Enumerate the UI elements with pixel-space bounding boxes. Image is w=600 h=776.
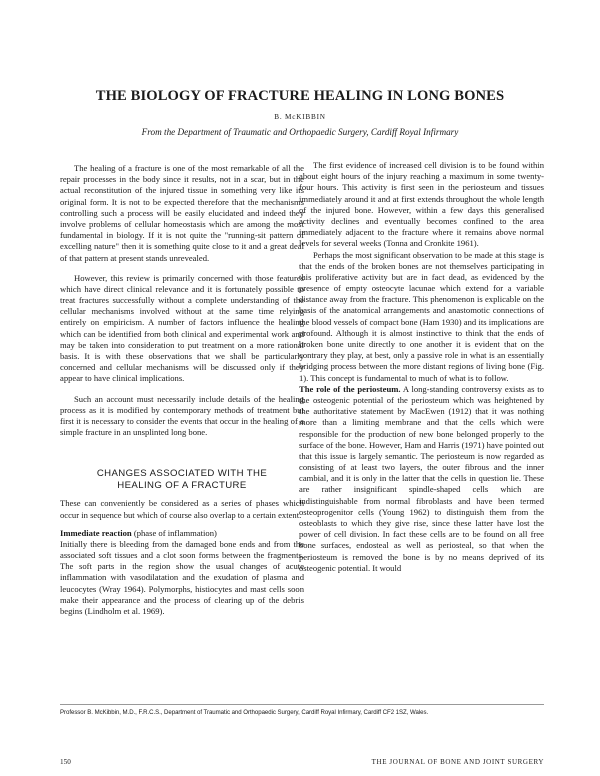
intro-paragraph-2: However, this review is primarily concerned with those features which have direct clinical relevance and it is fortunately possible to treat fractures successfully without a complete understanding of the cellular mechanisms involved without at the same time relying entirely on empiricism. A number of factors influence the healing which can be identified from both clinical and experimental work and may be taken into consideration to put treatment on a more rational basis. It is with these observations that we shall be particularly concerned and cellular mechanisms will be discussed only if they appear to have clinical implications. [60, 272, 304, 384]
right-paragraph-3 [299, 384, 544, 574]
author-footnote: Professor B. McKibbin, M.D., F.R.C.S., Department of Traumatic and Orthopaedic Surgery, Cardiff Royal Infirmary, Cardiff CF2 1SZ, Wales. [60, 709, 429, 716]
right-paragraph-2: Perhaps the most significant observation to be made at this stage is that the ends of the broken bones are not themselves participating in this proliferative activity but are in fact dead, as evidenced by the presence of empty osteocyte lacunae which extend for a variable distance away from the fracture. This phenomenon is explicable on the basis of the anatomical arrangements and anastomotic connections of the blood vessels of compact bone (Ham 1930) and its implications are profound. Although it is almost instinctive to think that the ends of broken bone unite directly to one another it is evident that on the contrary they play, at best, only a passive role in what is an essentially bridging process between the more distant regions of living bone (Fig. 1). This concept is fundamental to much of what is to follow. [299, 249, 544, 383]
section-heading [60, 468, 304, 492]
article-author: B. McKIBBIN [274, 113, 326, 121]
article-affiliation: From the Department of Traumatic and Orthopaedic Surgery, Cardiff Royal Infirmary [141, 127, 459, 137]
article-title: THE BIOLOGY OF FRACTURE HEALING IN LONG BONES [95, 88, 505, 104]
section-paragraph-1: These can conveniently be considered as a series of phases which occur in sequence but which of course also overlap to a certain extent. [60, 498, 304, 520]
subsection-heading-note: (phase of inflammation) [133, 527, 217, 538]
journal-running-footer: THE JOURNAL OF BONE AND JOINT SURGERY [371, 758, 544, 766]
right-column [299, 160, 544, 574]
intro-paragraph-3: Such an account must necessarily include details of the healing process as it is modified by contemporary methods of treatment but first it is necessary to consider the events that occur in the healing of a simple fracture in an unsplinted long bone. [60, 393, 304, 438]
page-number: 150 [60, 758, 71, 766]
section-heading-line-2: HEALING OF A FRACTURE [117, 480, 247, 492]
subsection-heading [60, 528, 304, 539]
subsection-heading-text: Immediate reaction [60, 527, 132, 538]
periosteum-run-in-heading: The role of the periosteum. [299, 383, 401, 394]
left-column [60, 163, 304, 617]
right-paragraph-1: The first evidence of increased cell division is to be found within about eight hours of the injury reaching a maximum in some twenty-four hours. This activity is first seen in the periosteum and tissues immediately around it and at first extends throughout the whole length of the injured bone. However, within a few days this generalised activity declines and eventually becomes confined to the area immediately adjacent to the fracture where it remains above normal levels for several weeks (Tonna and Cronkite 1961). [299, 160, 544, 249]
section-heading-line-1: CHANGES ASSOCIATED WITH THE [96, 468, 268, 480]
periosteum-paragraph-body: A long-standing controversy exists as to the osteogenic potential of the periosteum which was heightened by the authoritative statement by MacEwen (1912) that it was nothing more than a limiting membrane and that the cells which were responsible for the production of new bone belonged properly to the surface of the bone. However, Ham and Harris (1971) have pointed out that this issue is largely semantic. The periosteum is now regarded as consisting of at least two layers, the outer fibrous and the inner cambial, and it is only in the latter that the cells in question lie. These are rather insignificant spindle-shaped cells which are indistinguishable from normal fibroblasts and have been termed osteoprogenitor cells (Young 1962) to distinguish them from the osteoblasts to which they give rise, since these latter have lost the power of cell division. In fact these cells are to be found on all free bone surfaces, endosteal as well as periosteal, so that when the periosteum is removed the bone is by no means deprived of its osteogenic potential. It would [299, 383, 544, 573]
subsection-paragraph-1: Initially there is bleeding from the damaged bone ends and from the associated soft tissues and a clot soon forms between the fragments. The soft parts in the region show the usual changes of acute inflammation with vasodilatation and the exudation of plasma and leucocytes (Wray 1964). Polymorphs, histiocytes and mast cells soon make their appearance and the process of clearing up of the debris begins (Lindholm et al. 1969). [60, 538, 304, 616]
intro-paragraph-1: The healing of a fracture is one of the most remarkable of all the repair processes in the body since it results, not in a scar, but in the actual reconstitution of the injured tissue in something very like its original form. It is not to be expected therefore that the mechanisms controlling such a process will be easily elucidated and indeed they involve problems of cellular homeostasis which are among the most fundamental in biology. If it is not quite the "running-sit pattern of excelling nature" then it is something quite close to it and a great deal of that pattern at present stands unrevealed. [60, 163, 304, 263]
footnote-rule [60, 704, 544, 705]
